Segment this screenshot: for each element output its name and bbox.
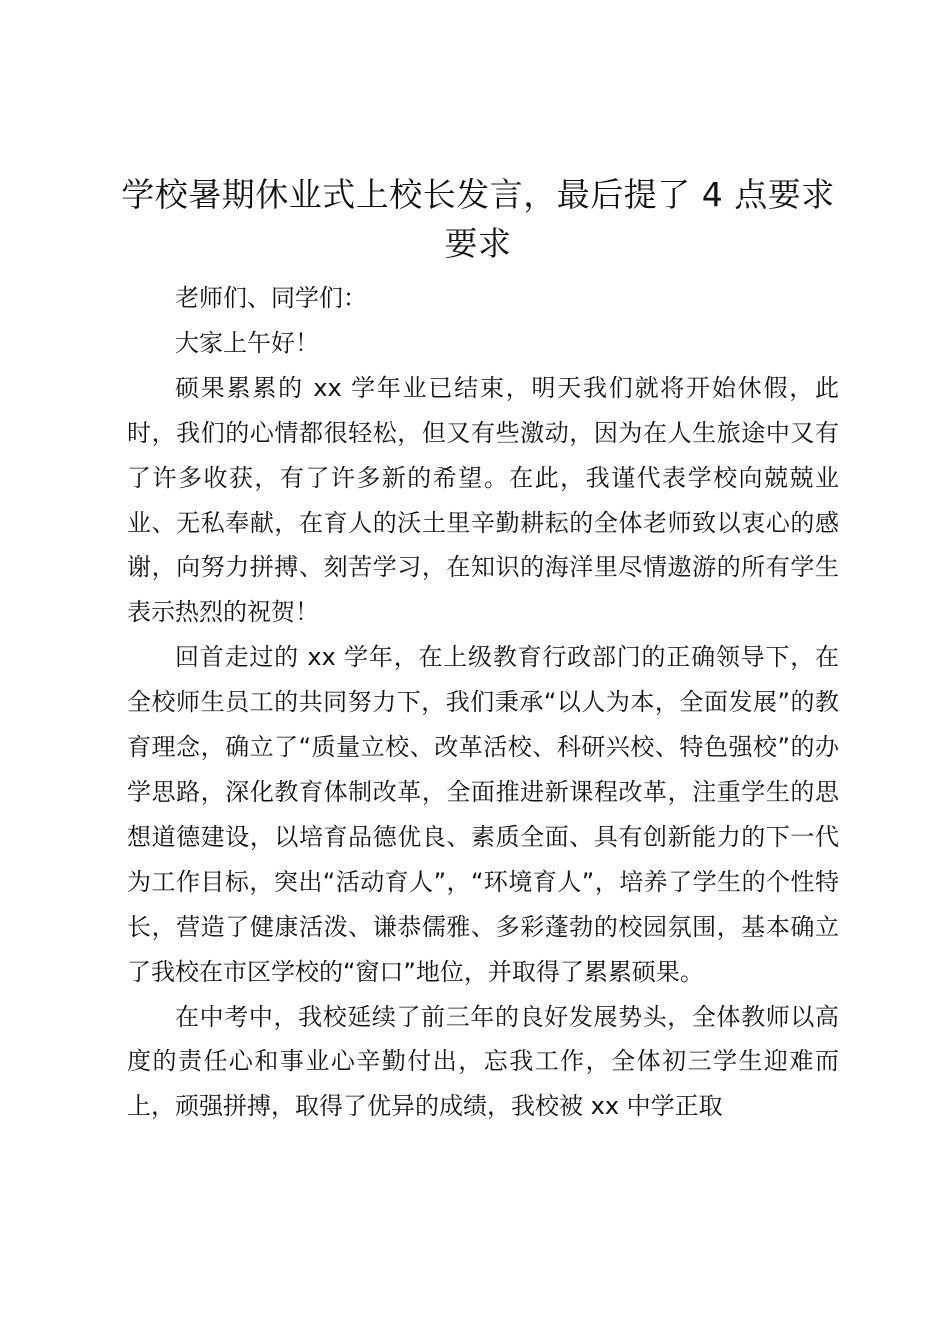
salutation: 老师们、同学们： xyxy=(175,284,367,312)
greeting: 大家上午好！ xyxy=(175,328,319,357)
paragraph: 硕果累累的 xx 学年业已结束，明天我们就将开始休假，此时，我们的心情都很轻松，但又有些激动，因为在人生旅途中又有了许多收获，有了许多新的希望。在此，我谨代表学校向兢兢业业、无私奉献，在育人的沃土里辛勤耕耘的全体老师致以衷心的感谢，向努力拼搏、刻苦学习，在知识的海洋里尽情遨游的所有学生表示热烈的祝贺！ xyxy=(127,373,839,627)
document-title: 学校暑期休业式上校长发言，最后提了 4 点要求要求 xyxy=(121,175,835,263)
paragraph: 在中考中，我校延续了前三年的良好发展势头，全体教师以高度的责任心和事业心辛勤付出，忘我工作，全体初三学生迎难而上，顽强拼搏，取得了优异的成绩，我校被 xx 中学正取 xyxy=(127,1002,839,1121)
document-body xyxy=(127,276,839,1129)
paragraph: 回首走过的 xx 学年，在上级教育行政部门的正确领导下，在全校师生员工的共同努力下，我们秉承“以人为本，全面发展”的教育理念，确立了“质量立校、改革活校、科研兴校、特色强校”的办学思路，深化教育体制改革，全面推进新课程改革，注重学生的思想道德建设，以培育品德优良、素质全面、具有创新能力的下一代为工作目标，突出“活动育人”，“环境育人”，培养了学生的个性特长，营造了健康活泼、谦恭儒雅、多彩蓬勃的校园氛围，基本确立了我校在市区学校的“窗口”地位，并取得了累累硕果。 xyxy=(127,643,839,986)
